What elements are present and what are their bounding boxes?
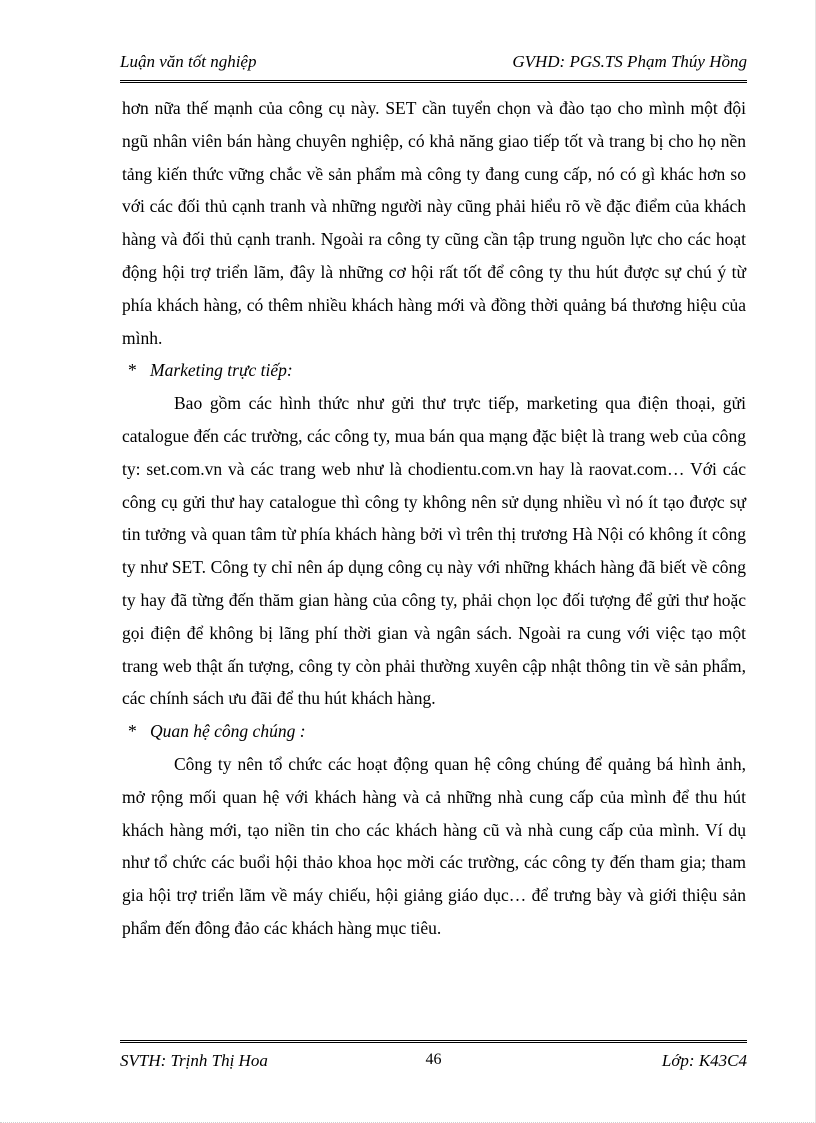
page-footer: [120, 1040, 747, 1075]
heading-public-relations-text: Quan hệ công chúng :: [150, 721, 306, 742]
page-header: [120, 50, 747, 83]
page-content: [122, 92, 746, 945]
heading-direct-marketing-text: Marketing trực tiếp:: [150, 360, 293, 381]
heading-direct-marketing: [122, 354, 746, 387]
footer-student: SVTH: Trịnh Thị Hoa: [120, 1051, 268, 1070]
header-thesis-label: Luận văn tốt nghiệp: [120, 52, 257, 71]
header-advisor: GVHD: PGS.TS Phạm Thúy Hồng: [512, 52, 747, 71]
page-number: 46: [425, 1051, 442, 1068]
bullet-star: *: [128, 721, 137, 742]
footer-class: Lớp: K43C4: [661, 1051, 747, 1070]
paragraph-direct-marketing: Bao gồm các hình thức như gửi thư trực tiếp, marketing qua điện thoại, gửi catalogue đến các trường, các công ty, mua bán qua mạng đặc biệt là trang web của công ty: set.com.vn và các trang web như là chodientu.com.vn hay là raovat.com… Với các công cụ gửi thư hay catalogue thì công ty không nên sử dụng nhiều vì nó ít tạo được sự tin tưởng và quan tâm từ phía khách hàng bởi vì trên thị trương Hà Nội có không ít công ty như SET. Công ty chỉ nên áp dụng công cụ này với những khách hàng đã biết về công ty hay đã từng đến thăm gian hàng của công ty, phải chọn lọc đối tượng để gửi thư hoặc gọi điện để không bị lãng phí thời gian và ngân sách. Ngoài ra cung với việc tạo một trang web thật ấn tượng, công ty còn phải thường xuyên cập nhật thông tin về sản phẩm, các chính sách ưu đãi để thu hút khách hàng.: [122, 393, 746, 709]
bullet-star: *: [128, 360, 137, 381]
paragraph-continuation: hơn nữa thế mạnh của công cụ này. SET cần tuyển chọn và đào tạo cho mình một đội ngũ nhân viên bán hàng chuyên nghiệp, có khả năng giao tiếp tốt và trang bị cho họ nền tảng kiến thức vững chắc về sản phẩm mà công ty đang cung cấp, nó có gì khác hơn so với các đối thủ cạnh tranh và những người này cũng phải hiểu rõ về đặc điểm của khách hàng và đối thủ cạnh tranh. Ngoài ra công ty cũng cần tập trung nguồn lực cho các hoạt động hội trợ triển lãm, đây là những cơ hội rất tốt để công ty thu hút được sự chú ý từ phía khách hàng, có thêm nhiều khách hàng mới và đồng thời quảng bá thương hiệu của mình.: [122, 98, 746, 348]
heading-public-relations: [122, 715, 746, 748]
paragraph-public-relations: Công ty nên tổ chức các hoạt động quan hệ công chúng để quảng bá hình ảnh, mở rộng mối quan hệ với khách hàng và cả những nhà cung cấp của mình để thu hút khách hàng mới, tạo niền tin cho các khách hàng cũ và nhà cung cấp của mình. Ví dụ như tổ chức các buổi hội thảo khoa học mời các trường, các công ty đến tham gia; tham gia hội trợ triển lãm về máy chiếu, hội giảng giáo dục… để trưng bày và giới thiệu sản phẩm đến đông đảo các khách hàng mục tiêu.: [122, 753, 746, 938]
